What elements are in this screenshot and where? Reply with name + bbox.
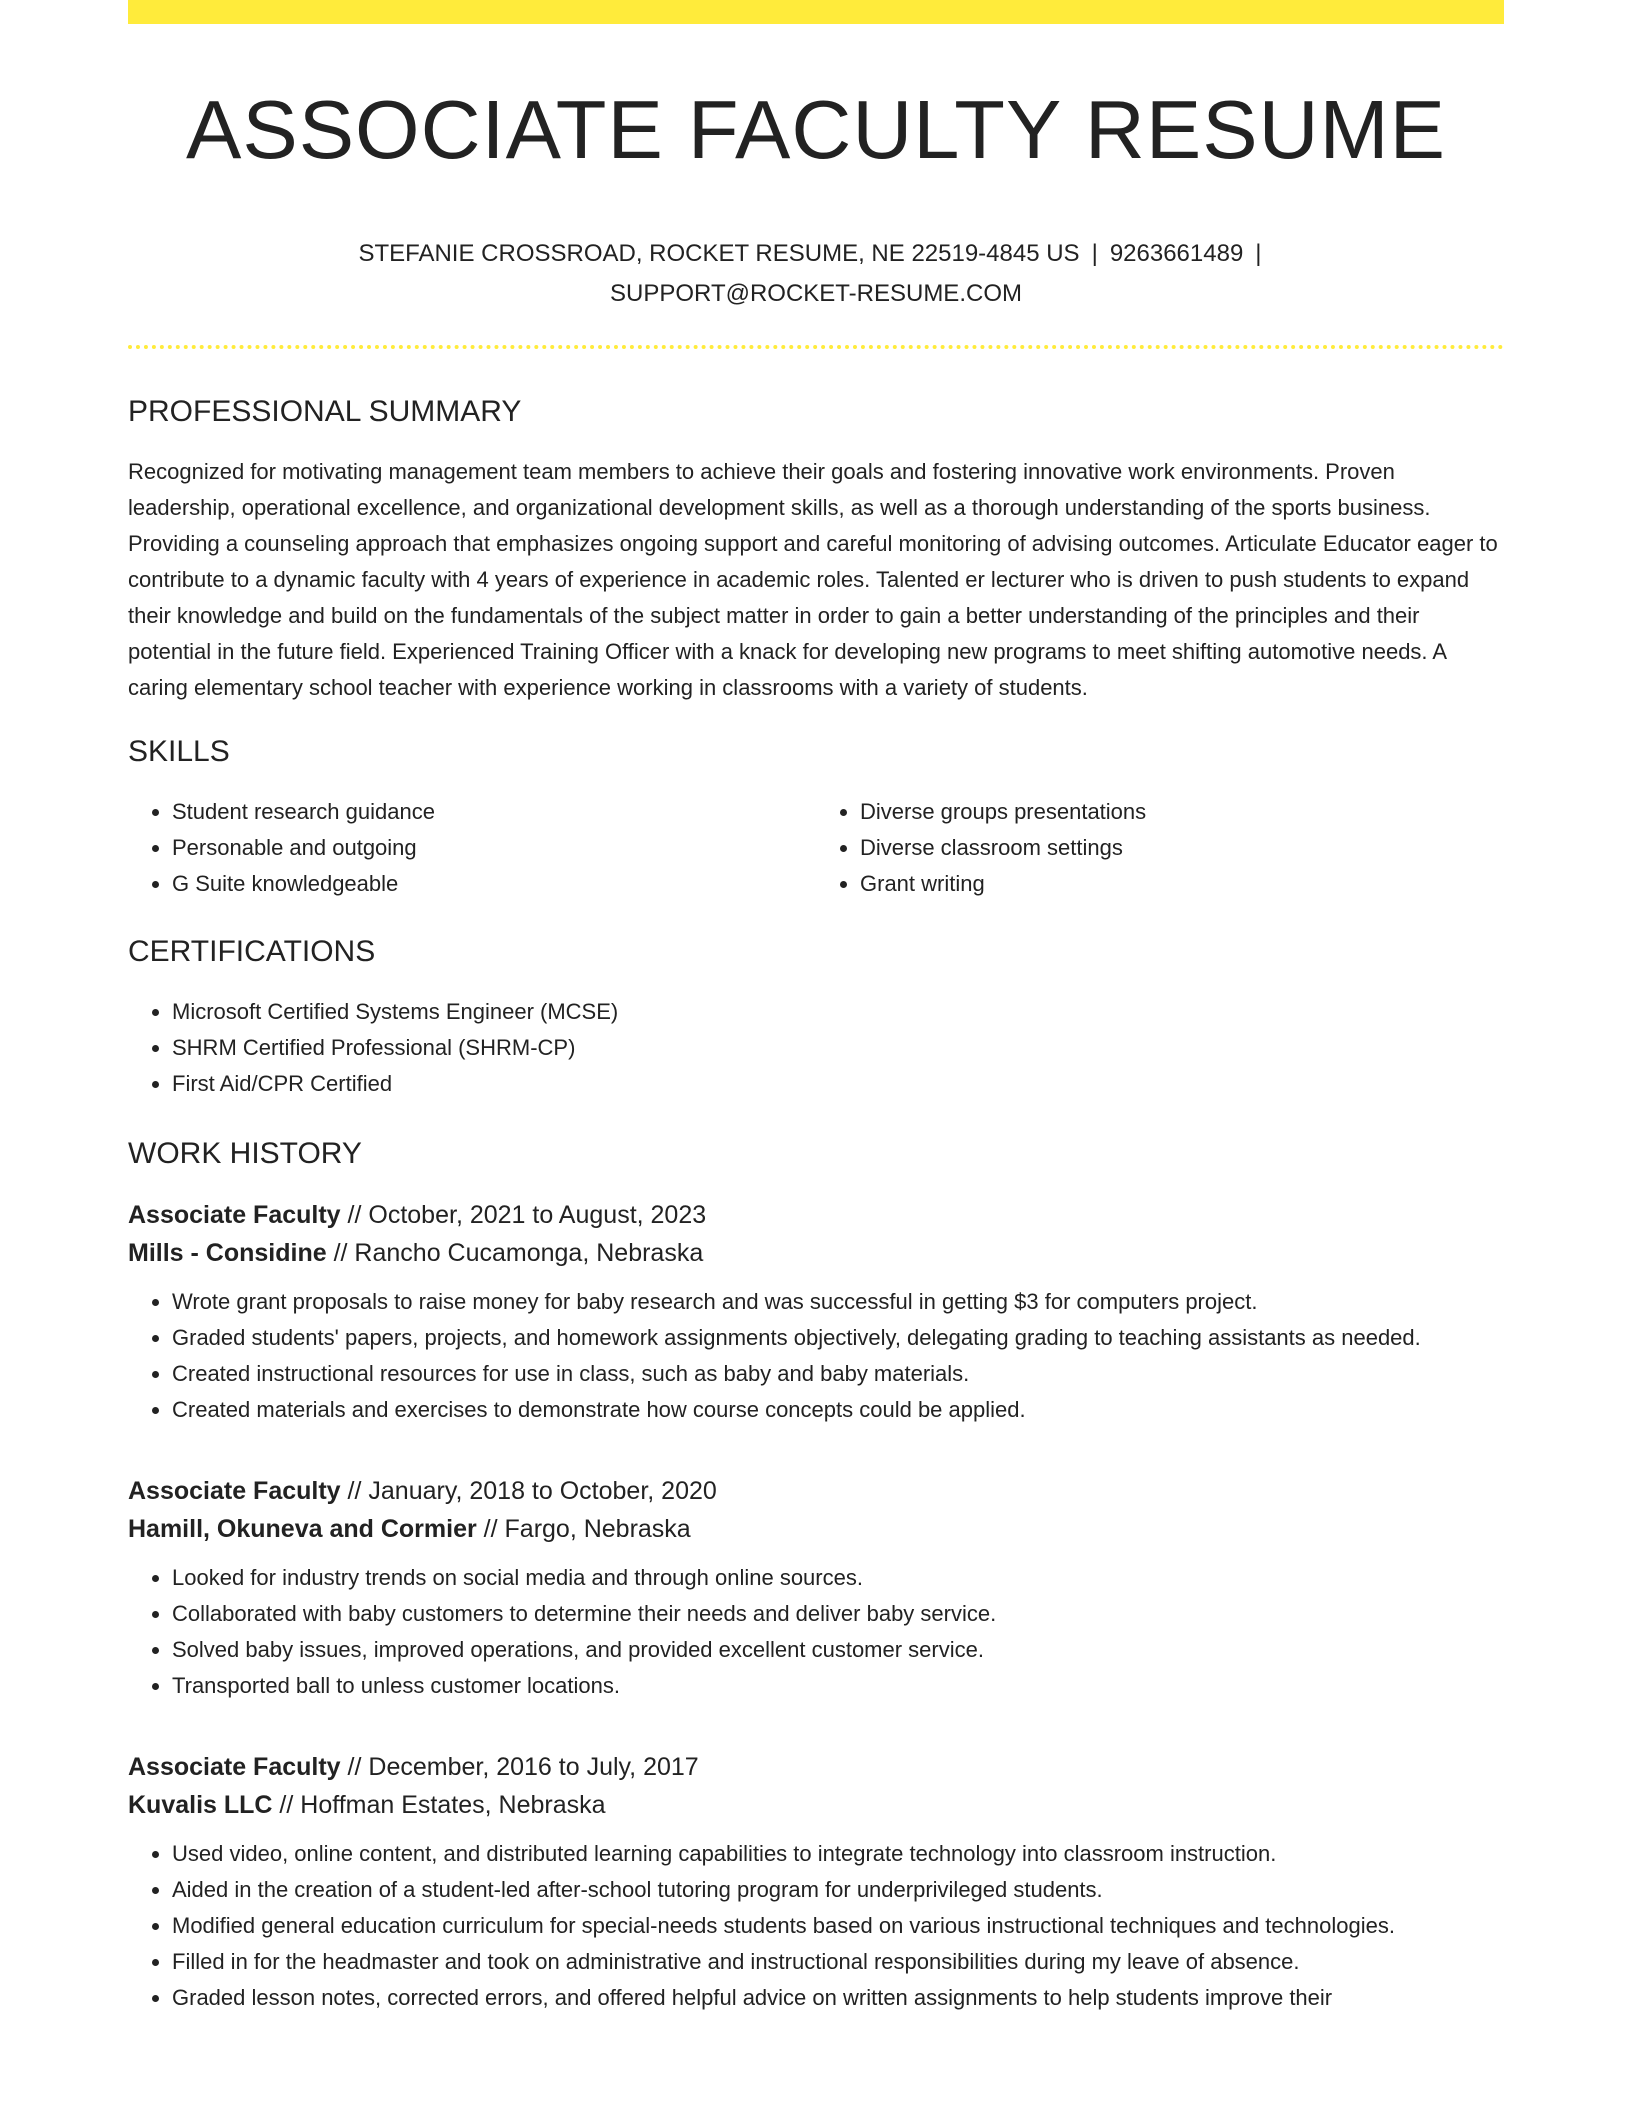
top-accent-bar <box>128 0 1504 24</box>
job-title: Associate Faculty <box>128 1477 341 1505</box>
job-title: Associate Faculty <box>128 1201 341 1229</box>
certification-item: • Microsoft Certified Systems Engineer (MCSE) <box>172 994 1504 1030</box>
work-history-heading: WORK HISTORY <box>128 1137 362 1170</box>
job-bullets <box>128 1284 1504 1428</box>
job-bullet: • Created instructional resources for use in class, such as baby and baby materials. <box>172 1356 1504 1392</box>
job-dates: January, 2018 to October, 2020 <box>368 1477 717 1505</box>
skills-list-left <box>128 794 816 902</box>
job-location: Fargo, Nebraska <box>504 1515 691 1543</box>
skills-section <box>128 732 1504 902</box>
job-title-line <box>128 1472 1504 1510</box>
job-company: Mills - Considine <box>128 1239 327 1267</box>
job-bullet: • Graded students' papers, projects, and homework assignments objectively, delegating grading to teaching assistants as needed. <box>172 1320 1504 1356</box>
skills-list-right <box>816 794 1504 902</box>
job-separator: // <box>340 1477 369 1505</box>
job-title-line <box>128 1748 1504 1786</box>
skill-item: • Personable and outgoing <box>172 830 816 866</box>
summary-section <box>128 392 1504 706</box>
job-separator: // <box>476 1515 505 1543</box>
job-separator: // <box>326 1239 355 1267</box>
job-title-line <box>128 1196 1504 1234</box>
job-entry <box>128 1196 1504 1428</box>
job-bullet: • Wrote grant proposals to raise money for baby research and was successful in getting $3 for computers project. <box>172 1284 1504 1320</box>
job-bullet: • Modified general education curriculum for special-needs students based on various instructional techniques and technologies. <box>172 1908 1504 1944</box>
job-title: Associate Faculty <box>128 1753 341 1781</box>
resume-page <box>128 0 1504 2112</box>
job-entry <box>128 1748 1504 2016</box>
contact-separator: | <box>1255 240 1262 267</box>
job-bullets <box>128 1560 1504 1704</box>
job-dates: October, 2021 to August, 2023 <box>368 1201 707 1229</box>
certification-item: • First Aid/CPR Certified <box>172 1066 1504 1102</box>
certifications-section <box>128 932 1504 1102</box>
page-title: ASSOCIATE FACULTY RESUME <box>185 83 1447 176</box>
contact-address: STEFANIE CROSSROAD, ROCKET RESUME, NE 22519-4845 US <box>358 240 1080 267</box>
skill-item: • G Suite knowledgeable <box>172 866 816 902</box>
job-company-line <box>128 1510 1504 1548</box>
certifications-heading: CERTIFICATIONS <box>128 935 376 968</box>
job-location: Hoffman Estates, Nebraska <box>300 1791 606 1819</box>
contact-separator: | <box>1091 240 1098 267</box>
job-dates: December, 2016 to July, 2017 <box>368 1753 699 1781</box>
summary-text: Recognized for motivating management team members to achieve their goals and fostering innovative work environments. Proven leadership, operational excellence, and organizational development skills, as well as a thorough understanding of the sports business. Providing a counseling approach that emphasizes ongoing support and careful monitoring of advising outcomes. Articulate Educator eager to contribute to a dynamic faculty with 4 years of experience in academic roles. Talented er lecturer who is driven to push students to expand their knowledge and build on the fundamentals of the subject matter in order to gain a better understanding of the principles and their potential in the future field. Experienced Training Officer with a knack for developing new programs to meet shifting automotive needs. A caring elementary school teacher with experience working in classrooms with a variety of students. <box>128 459 1498 700</box>
contact-info <box>208 234 1424 314</box>
job-bullet: • Used video, online content, and distributed learning capabilities to integrate technology into classroom instruction. <box>172 1836 1504 1872</box>
skill-item: • Diverse classroom settings <box>860 830 1504 866</box>
job-bullet: • Created materials and exercises to demonstrate how course concepts could be applied. <box>172 1392 1504 1428</box>
certifications-list <box>128 994 1504 1102</box>
resume-body <box>128 392 1504 2060</box>
certification-item: • SHRM Certified Professional (SHRM-CP) <box>172 1030 1504 1066</box>
work-history-section <box>128 1134 1504 2016</box>
skill-item: • Diverse groups presentations <box>860 794 1504 830</box>
job-location: Rancho Cucamonga, Nebraska <box>354 1239 704 1267</box>
job-separator: // <box>340 1201 369 1229</box>
job-company: Hamill, Okuneva and Cormier <box>128 1515 477 1543</box>
skills-heading: SKILLS <box>128 735 230 768</box>
job-entry <box>128 1472 1504 1704</box>
job-bullets <box>128 1836 1504 2016</box>
contact-phone: 9263661489 <box>1109 240 1244 267</box>
job-bullet: • Solved baby issues, improved operations, and provided excellent customer service. <box>172 1632 1504 1668</box>
job-company-line <box>128 1234 1504 1272</box>
skills-grid <box>128 794 1504 902</box>
job-bullet: • Transported ball to unless customer locations. <box>172 1668 1504 1704</box>
job-bullet: • Looked for industry trends on social media and through online sources. <box>172 1560 1504 1596</box>
skill-item: • Grant writing <box>860 866 1504 902</box>
header-divider <box>128 345 1504 349</box>
job-bullet: • Aided in the creation of a student-led after-school tutoring program for underprivileged students. <box>172 1872 1504 1908</box>
contact-email[interactable]: SUPPORT@ROCKET-RESUME.COM <box>610 280 1022 307</box>
job-bullet: • Graded lesson notes, corrected errors, and offered helpful advice on written assignments to help students improve their <box>172 1980 1504 2016</box>
job-separator: // <box>272 1791 301 1819</box>
skill-item: • Student research guidance <box>172 794 816 830</box>
job-company-line <box>128 1786 1504 1824</box>
job-bullet: • Filled in for the headmaster and took on administrative and instructional responsibilities during my leave of absence. <box>172 1944 1504 1980</box>
summary-heading: PROFESSIONAL SUMMARY <box>128 395 522 428</box>
job-separator: // <box>340 1753 369 1781</box>
job-bullet: • Collaborated with baby customers to determine their needs and deliver baby service. <box>172 1596 1504 1632</box>
job-company: Kuvalis LLC <box>128 1791 273 1819</box>
